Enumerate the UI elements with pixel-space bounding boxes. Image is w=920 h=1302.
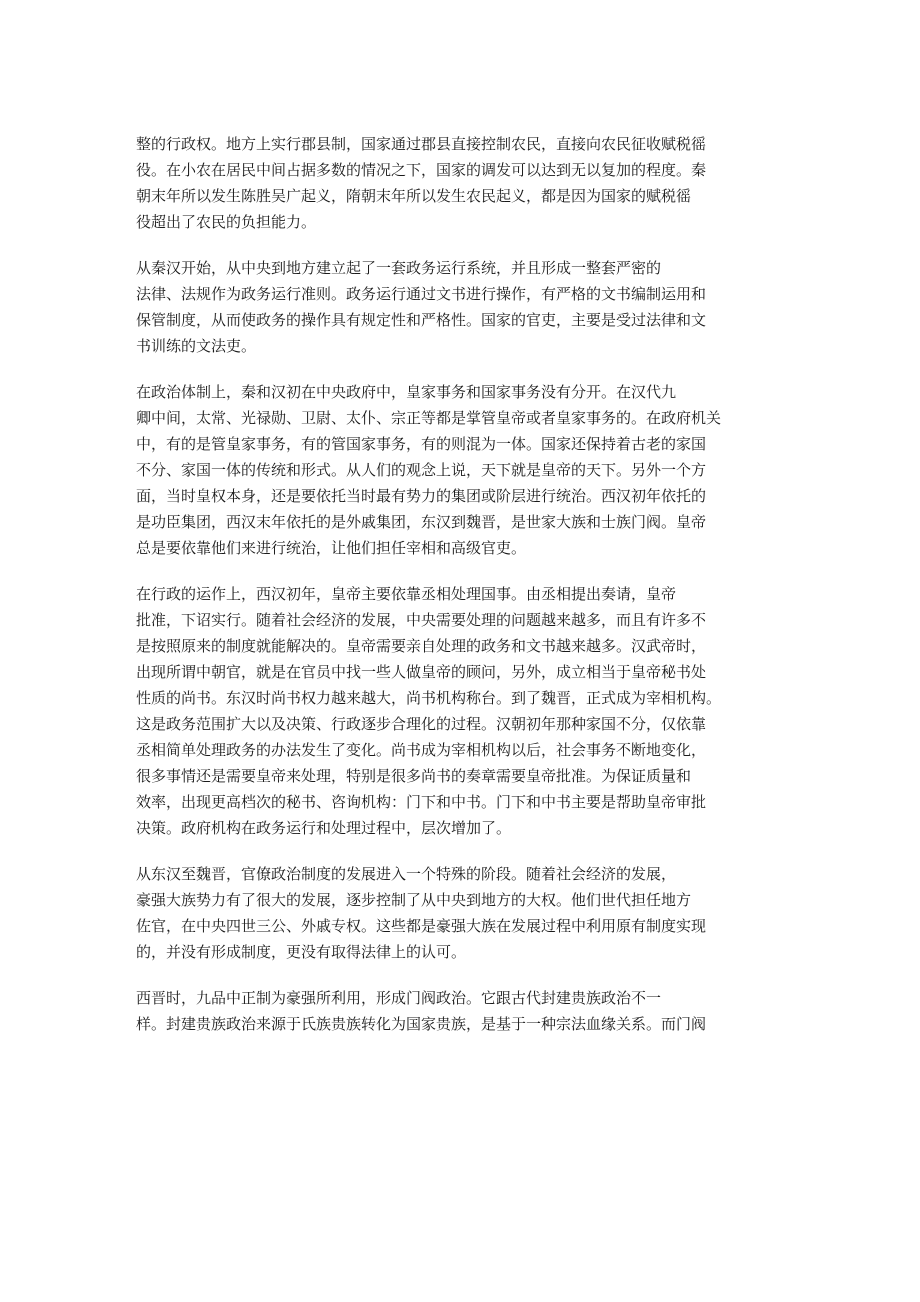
text-line: 在政治体制上，秦和汉初在中央政府中，皇家事务和国家事务没有分开。在汉代九 <box>136 383 677 401</box>
text-line: 西晋时，九品中正制为豪强所利用，形成门阀政治。它跟古代封建贵族政治不一 <box>136 989 662 1007</box>
text-line: 的，并没有形成制度，更没有取得法律上的认可。 <box>136 943 467 961</box>
text-line: 批准，下诏实行。随着社会经济的发展，中央需要处理的问题越来越多，而且有许多不 <box>136 611 707 629</box>
text-line: 不分、家国一体的传统和形式。从人们的观念上说，天下就是皇帝的天下。另外一个方 <box>136 461 707 479</box>
text-line: 是按照原来的制度就能解决的。皇帝需要亲自处理的政务和文书越来越多。汉武帝时， <box>136 637 707 655</box>
text-line: 样。封建贵族政治来源于氏族贵族转化为国家贵族，是基于一种宗法血缘关系。而门阀 <box>136 1015 707 1033</box>
paragraph <box>136 985 776 1037</box>
text-line: 朝末年所以发生陈胜吴广起义，隋朝末年所以发生农民起义，都是因为国家的赋税徭 <box>136 187 692 205</box>
text-line: 出现所谓中朝官，就是在官员中找一些人做皇帝的顾问，另外，成立相当于皇帝秘书处 <box>136 663 707 681</box>
text-line: 这是政务范围扩大以及决策、行政逐步合理化的过程。汉朝初年那种家国不分，仅依靠 <box>136 715 707 733</box>
paragraph <box>136 255 776 359</box>
text-line: 丞相简单处理政务的办法发生了变化。尚书成为宰相机构以后，社会事务不断地变化， <box>136 741 707 759</box>
text-line: 决策。政府机构在政务运行和处理过程中，层次增加了。 <box>136 819 512 837</box>
text-line: 法律、法规作为政务运行准则。政务运行通过文书进行操作，有严格的文书编制运用和 <box>136 285 707 303</box>
paragraph <box>136 861 776 965</box>
text-line: 很多事情还是需要皇帝来处理，特别是很多尚书的奏章需要皇帝批准。为保证质量和 <box>136 767 692 785</box>
text-line: 保管制度，从而使政务的操作具有规定性和严格性。国家的官吏，主要是受过法律和文 <box>136 311 707 329</box>
text-line: 面，当时皇权本身，还是要依托当时最有势力的集团或阶层进行统治。西汉初年依托的 <box>136 487 707 505</box>
text-line: 整的行政权。地方上实行郡县制，国家通过郡县直接控制农民，直接向农民征收赋税徭 <box>136 135 707 153</box>
text-line: 佐官，在中央四世三公、外戚专权。这些都是豪强大族在发展过程中利用原有制度实现 <box>136 917 707 935</box>
text-line: 书训练的文法吏。 <box>136 337 257 355</box>
text-line: 总是要依靠他们来进行统治，让他们担任宰相和高级官吏。 <box>136 539 527 557</box>
text-line: 中，有的是管皇家事务，有的管国家事务，有的则混为一体。国家还保持着古老的家国 <box>136 435 707 453</box>
text-line: 性质的尚书。东汉时尚书权力越来越大，尚书机构称台。到了魏晋，正式成为宰相机构。 <box>136 689 722 707</box>
text-line: 是功臣集团，西汉末年依托的是外戚集团，东汉到魏晋，是世家大族和士族门阀。皇帝 <box>136 513 707 531</box>
document-body <box>136 131 776 1057</box>
text-line: 卿中间，太常、光禄勋、卫尉、太仆、宗正等都是掌管皇帝或者皇家事务的。在政府机关 <box>136 409 722 427</box>
text-line: 从秦汉开始，从中央到地方建立起了一套政务运行系统，并且形成一整套严密的 <box>136 259 662 277</box>
text-line: 役。在小农在居民中间占据多数的情况之下，国家的调发可以达到无以复加的程度。秦 <box>136 161 707 179</box>
paragraph <box>136 581 776 841</box>
text-line: 豪强大族势力有了很大的发展，逐步控制了从中央到地方的大权。他们世代担任地方 <box>136 891 692 909</box>
paragraph <box>136 379 776 561</box>
text-line: 效率，出现更高档次的秘书、咨询机构：门下和中书。门下和中书主要是帮助皇帝审批 <box>136 793 707 811</box>
text-line: 在行政的运作上，西汉初年，皇帝主要依靠丞相处理国事。由丞相提出奏请，皇帝 <box>136 585 677 603</box>
paragraph <box>136 131 776 235</box>
text-line: 从东汉至魏晋，官僚政治制度的发展进入一个特殊的阶段。随着社会经济的发展， <box>136 865 677 883</box>
text-line: 役超出了农民的负担能力。 <box>136 213 317 231</box>
